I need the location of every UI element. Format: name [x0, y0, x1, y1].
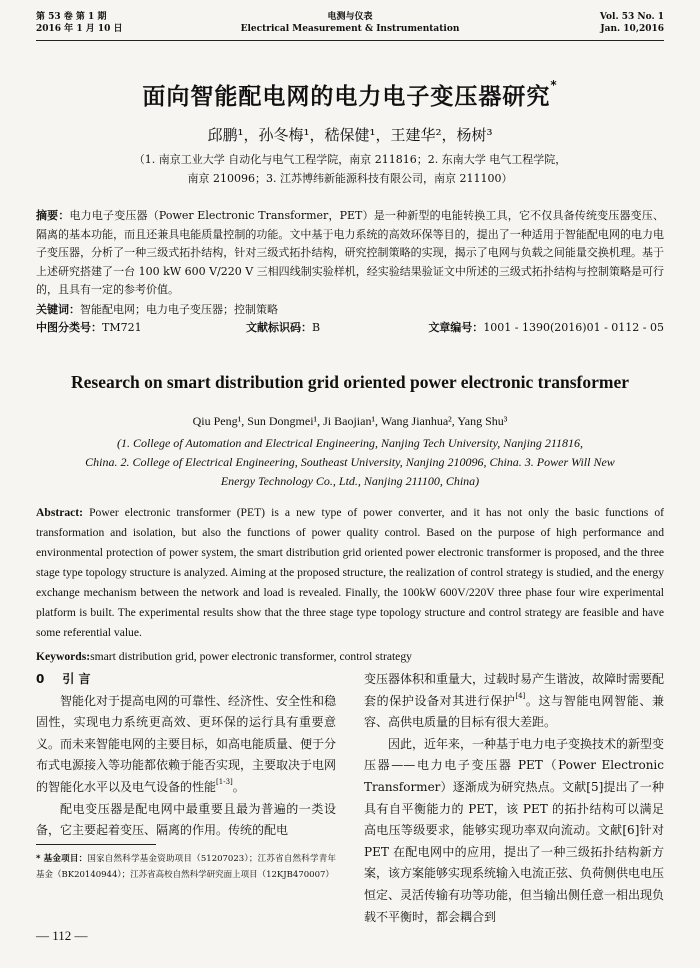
doc-code-label: 文献标识码： [246, 321, 312, 334]
abstract-en [36, 503, 664, 643]
section-title: 引 言 [62, 672, 91, 686]
header-volume-en: Vol. 53 No. 1 [599, 12, 664, 22]
affiliations-en [60, 434, 640, 491]
abstract-en-label: Abstract: [36, 506, 84, 519]
header-journal [36, 11, 664, 35]
header-date-en: Jan. 10,2016 [600, 24, 664, 34]
affiliation-en-line: Energy Technology Co., Ltd., Nanjing 211100, China) [220, 474, 480, 488]
authors-cn: 邱鹏¹，孙冬梅¹，嵇保健¹，王建华²，杨树³ [207, 126, 493, 144]
doc-code-value: B [312, 321, 321, 334]
authors-en: Qiu Peng¹, Sun Dongmei¹, Ji Baojian¹, Wang Jianhua², Yang Shu³ [192, 414, 508, 428]
clc-value: TM721 [102, 321, 142, 334]
article-number-label: 文章编号： [428, 321, 484, 334]
affiliation-en-line: China. 2. College of Electrical Engineering, Southeast University, Nanjing 210096, China. 3. Power Will New [85, 455, 615, 469]
keywords-cn [36, 301, 664, 318]
paragraph-text: 。这与智能电网智能、兼容、高供电质量的目标有很大差距。 [364, 693, 664, 730]
footnote-label: * 基金项目： [36, 854, 88, 864]
keywords-cn-label: 关键词： [36, 303, 80, 316]
body-column-right [364, 669, 664, 928]
running-header [36, 11, 664, 41]
header-date-cn: 2016 年 1 月 10 日 [36, 24, 123, 34]
article-number-value: 1001 - 1390(2016)01 - 0112 - 05 [483, 321, 664, 334]
title-en: Research on smart distribution grid oriented power electronic transformer [71, 372, 629, 392]
body-paragraph [36, 691, 336, 799]
funding-footnote [36, 851, 336, 883]
header-volume-cn: 第 53 卷 第 1 期 [36, 12, 107, 22]
abstract-cn-text: 电力电子变压器（Power Electronic Transformer，PET）是一种新型的电能转换工具，它不仅具备传统变压器变压、隔离的基本功能，而且还兼具电能质量控制的功能。文中基于电力系统的高效环保等目的，提出了一种适用于智能配电网的电力电子变压器，分析了一种三级式拓扑结构，针对三级式拓扑结构，研究控制策略的实现，揭示了电网与负载之间能量交换机理。基于上述研究搭建了一台 100 kW 600 V/220 V 三相四线制实验样机，经实验结果验证文中所述的三级式拓扑结构与控制策略是可行的，且具有一定的参考价值。 [36, 209, 664, 297]
affiliation-cn-line: 南京 210096；3. 江苏博纬新能源科技有限公司，南京 211100） [187, 172, 513, 185]
keywords-en-label: Keywords: [36, 650, 91, 663]
abstract-en-text: Power electronic transformer (PET) is a new type of power converter, and it has not only the basic functions of transformation and isolation, but also the functions of power quality control. Based on the purpose of high performance and environmental protection of power system, the smart distribution grid oriented power electronic transformer is proposed, and the three stage type topology structure is analyzed. Aiming at the proposed structure, the realization of control strategy is studied, and the energy exchange mechanism between the network and load is revealed. Finally, the 100kW 600V/220V three phase four wire experimental platform is built. The experimental results show that the three stage type topology structure and control strategy are feasible and have some referential value. [36, 506, 664, 639]
affiliation-cn-line: （1. 南京工业大学 自动化与电气工程学院，南京 211816；2. 东南大学 电气工程学院， [133, 153, 567, 166]
title-cn-text: 面向智能配电网的电力电子变压器研究 [142, 84, 551, 110]
header-journal-en: Electrical Measurement & Instrumentation [240, 24, 460, 34]
clc-number [36, 319, 142, 336]
header-rule [36, 40, 664, 41]
header-journal-cn: 电测与仪表 [327, 12, 373, 22]
abstract-cn [36, 207, 664, 300]
footnote-text: 国家自然科学基金资助项目（51207023）；江苏省自然科学青年基金（BK20140944）；江苏省高校自然科学研究面上项目（12KJB470007） [36, 854, 336, 880]
title-footnote-mark: * [550, 78, 558, 92]
footnote-rule [36, 844, 156, 845]
body-paragraph: 配电变压器是配电网中最重要且最为普遍的一类设备，它主要起着变压、隔离的作用。传统的配电 [36, 801, 336, 838]
keywords-cn-text: 智能配电网；电力电子变压器；控制策略 [80, 303, 278, 316]
body-paragraph: 因此，近年来，一种基于电力电子变换技术的新型变压器——电力电子变压器 PET（Power Electronic Transformer）逐渐成为研究热点。文献[5]提出了一种具有自平衡能力的 PET，该 PET 的拓扑结构可以满足高电压等级要求，能够实现功率双向流动。文献[6]针对 PET 在配电网中的应用，提出了一种三级拓扑结构新方案，该方案能够实现系统输入电流正弦、负荷侧供电电压恒定、灵活传输有功等功能，但当输出侧任意一相出现负载不平衡时，都会耦合到 [364, 736, 665, 924]
citation-ref: [1-3] [216, 777, 233, 786]
paragraph-text: 变压器体积和重量大，过载时易产生谐波，故障时需要配套的保护设备对其进行保护 [364, 672, 665, 708]
affiliation-en-line: (1. College of Automation and Electrical Engineering, Nanjing Tech University, Nanjing 211816, [116, 436, 584, 450]
clc-label: 中图分类号： [36, 321, 102, 334]
citation-ref: [4] [515, 691, 526, 700]
title-cn [0, 78, 700, 111]
document-code [246, 319, 320, 336]
body-paragraph [364, 669, 664, 734]
article-number [428, 319, 664, 336]
keywords-en [36, 648, 664, 666]
page-number: — 112 — [36, 928, 88, 943]
paragraph-text: 。 [232, 779, 245, 794]
affiliations-cn [60, 150, 640, 188]
paragraph-text: 智能化对于提高电网的可靠性、经济性、安全性和稳固性，实现电力系统更高效、更环保的运行具有重要意义。而未来智能电网的主要目标，如高电能质量、便于分布式电源接入等功能都依赖于能否实现，主要取决于电网的智能化水平以及电气设备的性能 [36, 693, 337, 794]
section-heading [36, 669, 336, 691]
section-number: 0 [36, 672, 45, 686]
keywords-en-text: smart distribution grid, power electronic transformer, control strategy [90, 650, 412, 663]
body-column-left [36, 669, 336, 842]
abstract-cn-label: 摘要： [36, 209, 70, 222]
header-issue-en [600, 11, 664, 35]
